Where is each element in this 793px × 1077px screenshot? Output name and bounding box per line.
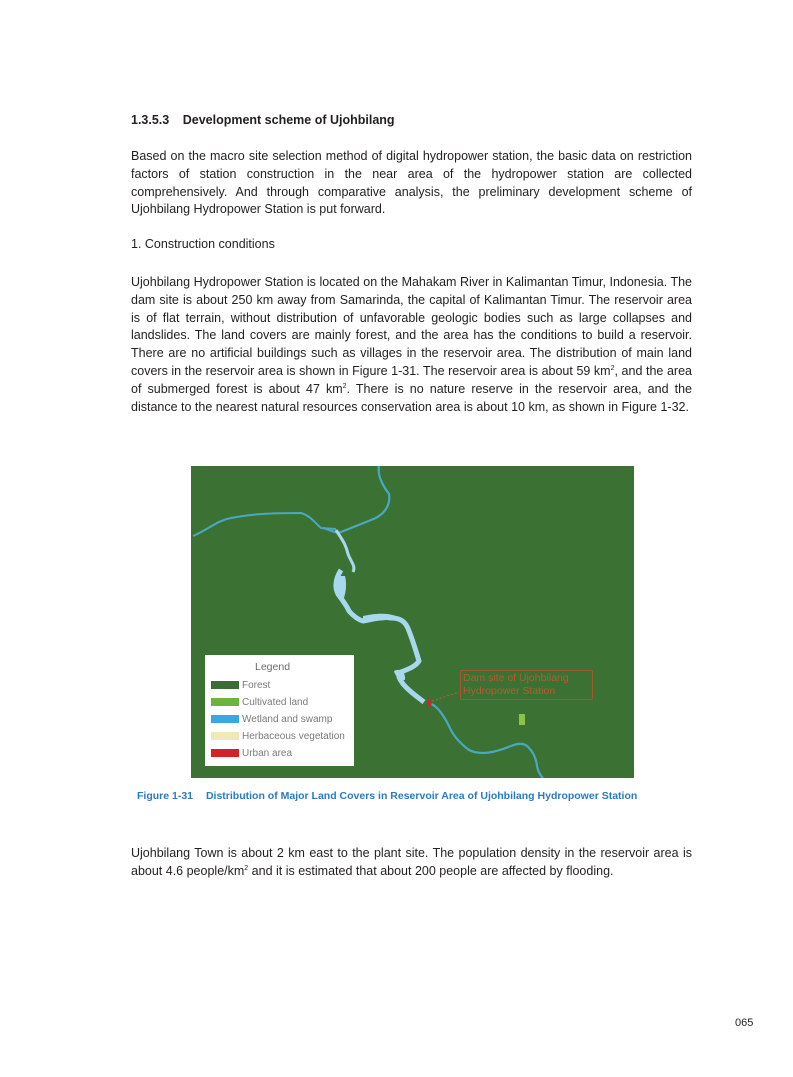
legend-label: Forest (242, 679, 271, 691)
section-number: 1.3.5.3 (131, 113, 170, 127)
callout-line-2: Hydropower Station (463, 685, 556, 697)
section-title: Development scheme of Ujohbilang (182, 113, 395, 127)
legend-label: Wetland and swamp (242, 713, 333, 725)
legend-label: Cultivated land (242, 696, 309, 708)
forest-swatch-icon (211, 681, 239, 689)
subheading-construction-conditions: 1. Construction conditions (131, 237, 275, 251)
urban-swatch-icon (211, 749, 239, 757)
legend-item-cultivated-land (211, 696, 308, 708)
cultivated-land-swatch-icon (211, 698, 239, 706)
legend-item-wetland (211, 713, 332, 725)
page-number: 065 (735, 1017, 754, 1029)
superscript: 2 (244, 864, 249, 872)
intro-paragraph: Based on the macro site selection method of digital hydropower station, the basic data on restriction factors of station construction in the near area of the hydropower station are collected comprehensively. And through comparative analysis, the preliminary development scheme of Ujohbilang Hydropower Station is put forward. (131, 149, 692, 217)
legend-item-forest (211, 679, 270, 691)
text-span: and it is estimated that about 200 people are affected by flooding. (248, 863, 614, 878)
text-span: Ujohbilang Hydropower Station is located on the Mahakam River in Kalimantan Timur, Indonesia. The dam site is about 250 km away from Samarinda, the capital of Kalimantan Timur. The reservoir area is of flat terrain, without distribution of unfavorable geologic bodies such as large collapses and landslides. The land covers are mainly forest, and the area has the conditions to build a reservoir. There are no artificial buildings such as villages in the reservoir area. The distribution of main land covers in the reservoir area is shown in Figure 1-31. The reservoir area is about 59 km (131, 275, 692, 378)
population-paragraph (131, 845, 692, 881)
legend-label: Herbaceous vegetation (242, 730, 345, 742)
wetland-swatch-icon (211, 715, 239, 723)
text-span: . There is no nature reserve in the reservoir area, and the distance to the nearest natural resources conservation area is about 10 km, as shown in Figure 1-32. (131, 381, 693, 414)
figure-caption-text: Distribution of Major Land Covers in Reservoir Area of Ujohbilang Hydropower Station (205, 790, 638, 802)
legend-label: Urban area (242, 747, 293, 759)
herbaceous-swatch-icon (211, 732, 239, 740)
figure-caption (137, 790, 637, 802)
section-heading (131, 113, 395, 127)
dam-site-callout (460, 670, 593, 700)
text-span: , and the area of submerged forest is about 47 km (131, 363, 692, 396)
legend-item-urban (211, 747, 292, 759)
superscript: 2 (342, 382, 347, 390)
land-cover-map (191, 466, 634, 778)
map-legend (205, 655, 354, 766)
legend-item-herbaceous (211, 730, 345, 742)
superscript: 2 (610, 364, 615, 372)
figure-number: Figure 1-31 (137, 790, 194, 802)
conditions-paragraph (131, 274, 692, 416)
callout-line-1: Dam site of Ujohbilang (463, 672, 569, 684)
text-span: Ujohbilang Town is about 2 km east to the plant site. The population density in the reservoir area is about 4.6 people/km (131, 846, 692, 878)
legend-title: Legend (255, 661, 291, 673)
